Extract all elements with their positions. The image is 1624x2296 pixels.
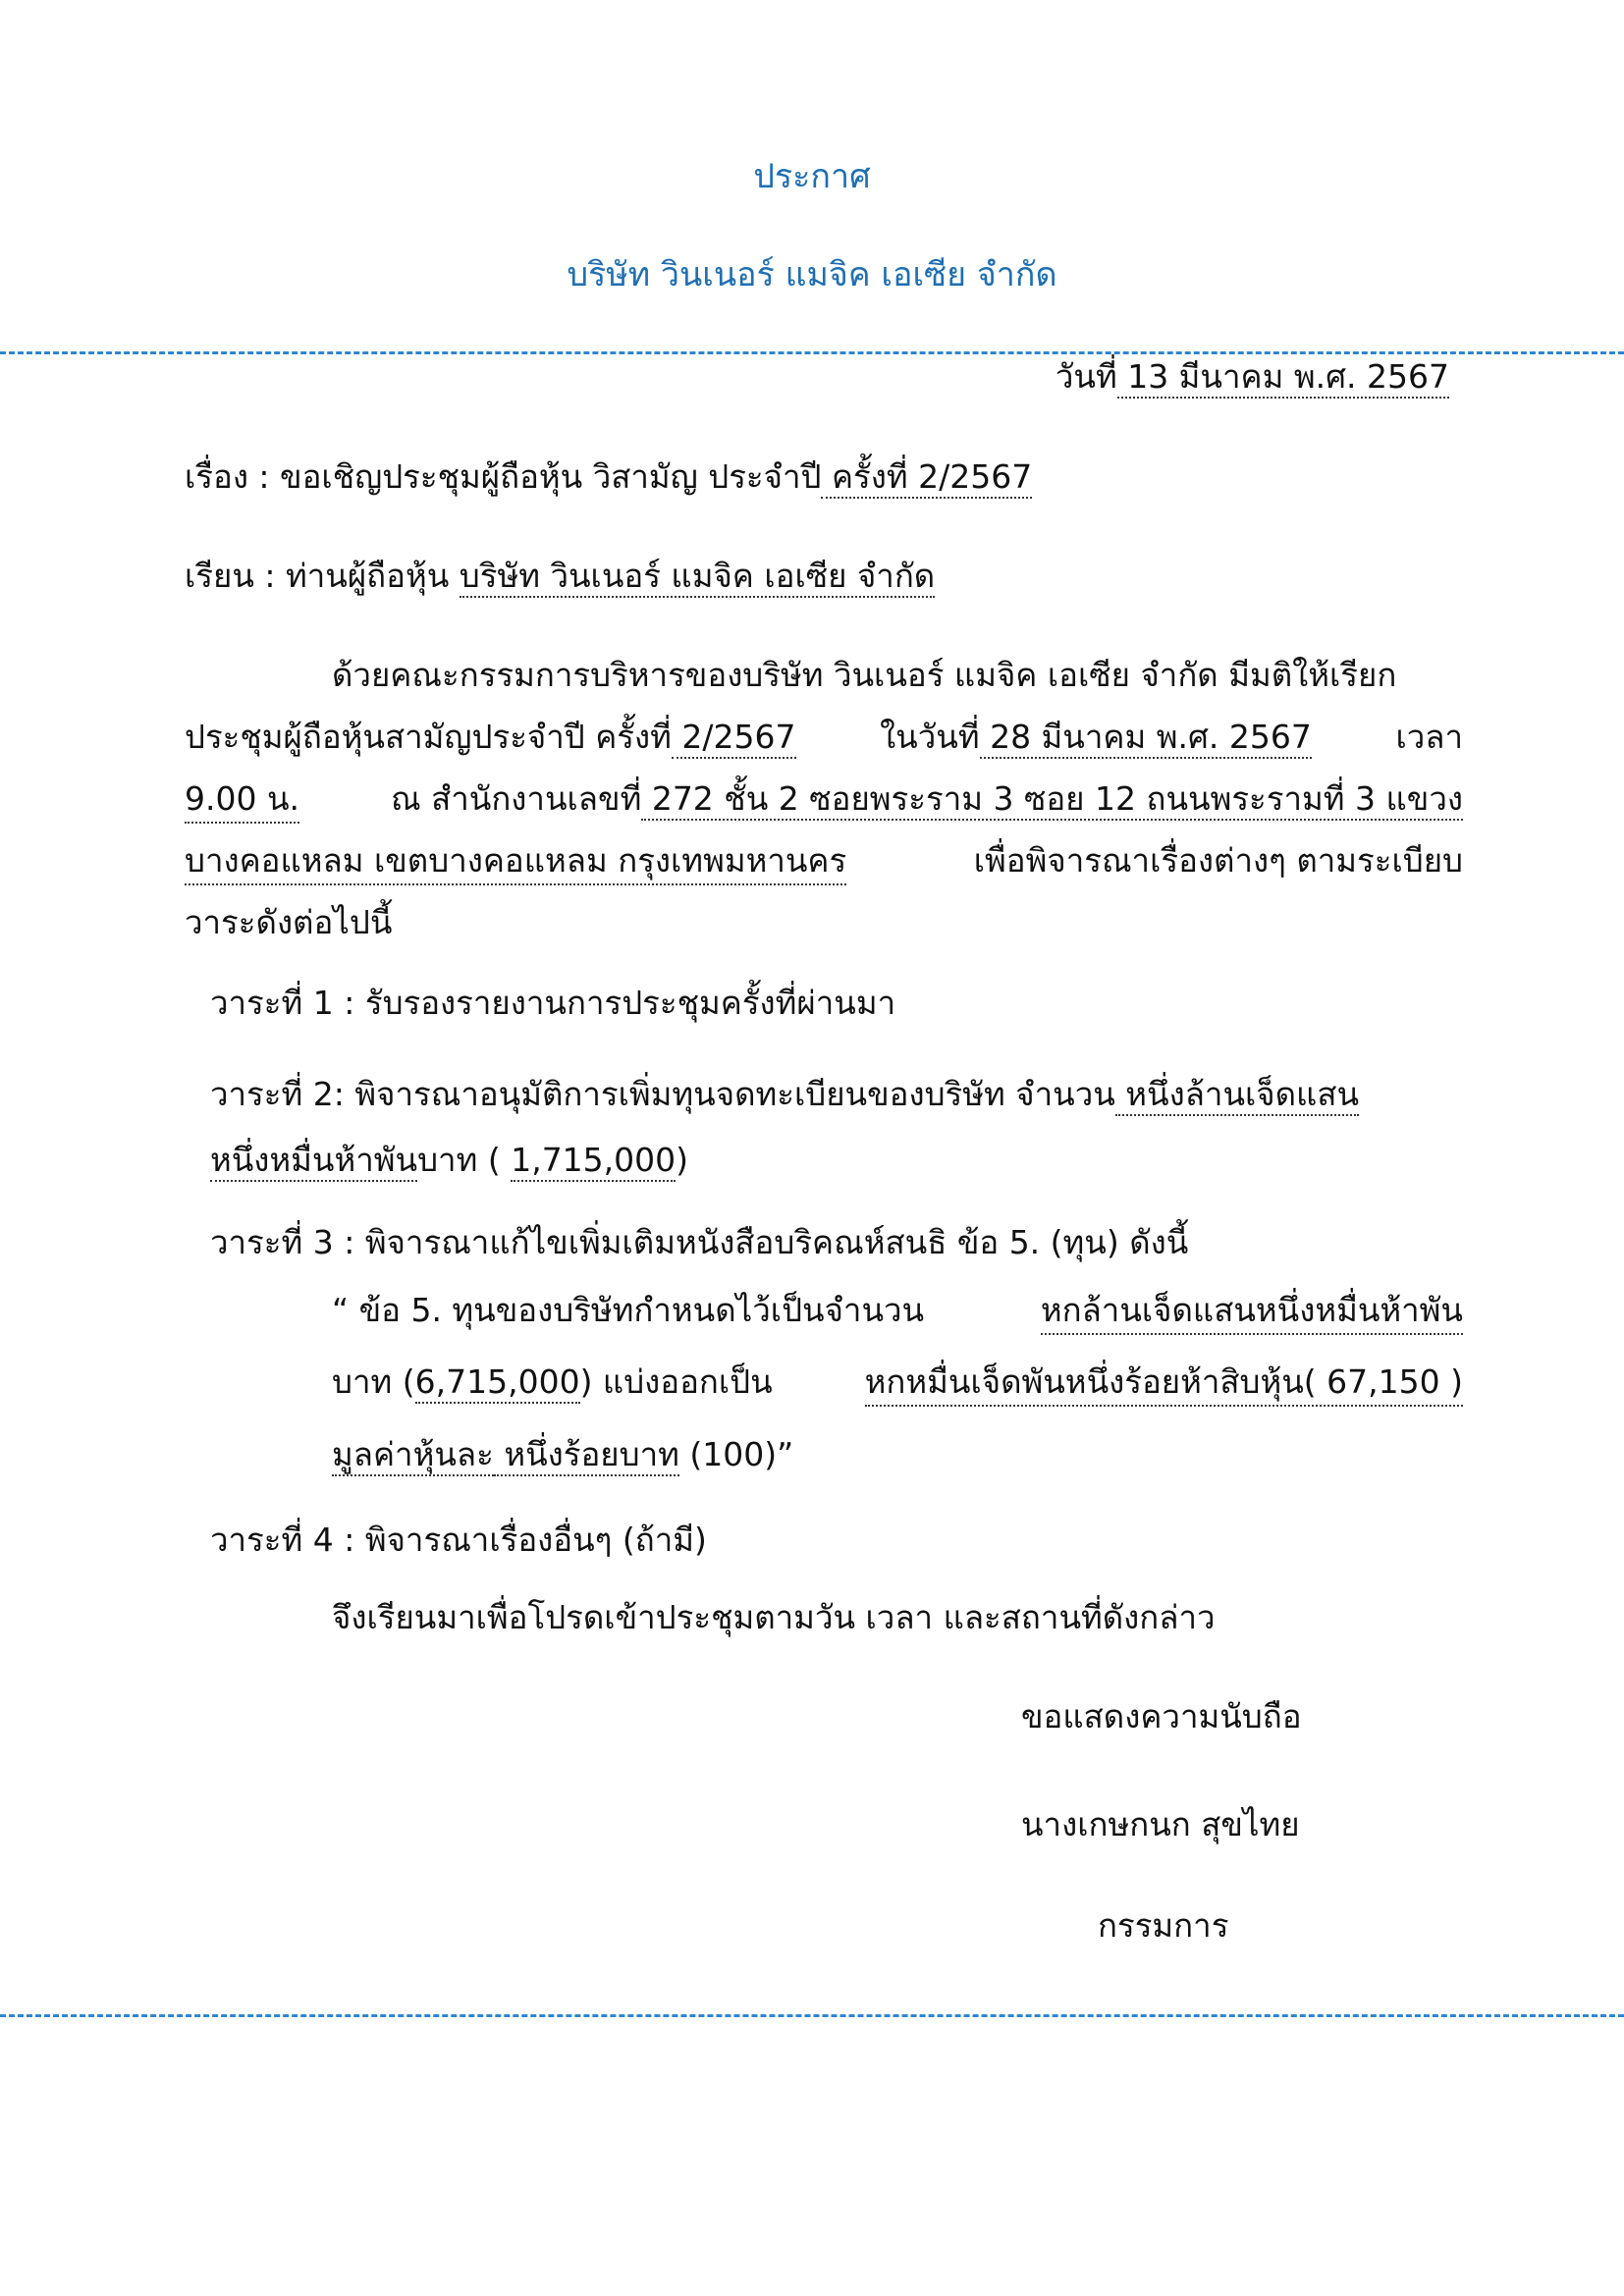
addressee-line: [185, 555, 935, 598]
meeting-number-value: 2/2567: [672, 718, 796, 759]
par-value-words: หนึ่งร้อยบาท: [494, 1435, 679, 1476]
date-label: วันที่: [1055, 357, 1117, 396]
agenda-item-3: วาระที่ 3 : พิจารณาแก้ไขเพิ่มเติมหนังสือบริคณห์สนธิ ข้อ 5. (ทุน) ดังนี้: [210, 1223, 1189, 1261]
body-text: ในวันที่ 28 มีนาคม พ.ศ. 2567: [880, 716, 1312, 759]
agenda-item-2: วาระที่ 2: พิจารณาอนุมัติการเพิ่มทุนจดทะเบียนของบริษัท จำนวน หนึ่งล้านเจ็ดแสน: [210, 1073, 1359, 1116]
body-line-3: [185, 777, 1463, 824]
share-count-value: หกหมื่นเจ็ดพันหนึ่งร้อยห้าสิบหุ้น( 67,150 ): [865, 1361, 1463, 1407]
date-value: 13 มีนาคม พ.ศ. 2567: [1117, 357, 1449, 399]
memorandum-clause-line-2: บาท (6,715,000) แบ่งออกเป็น หกหมื่นเจ็ดพันหนึ่งร้อยห้าสิบหุ้น( 67,150 ): [332, 1361, 1463, 1407]
agenda-item-2-continued: หนึ่งหมื่นห้าพันบาท ( 1,715,000): [210, 1139, 688, 1182]
agenda-item-1: วาระที่ 1 : รับรองรายงานการประชุมครั้งที่ผ่านมา: [210, 984, 896, 1022]
body-text: ณ สำนักงานเลขที่ 272 ชั้น 2 ซอยพระราม 3 ซอย 12 ถนนพระรามที่ 3 แขวง: [391, 777, 1463, 824]
body-text: ด้วยคณะกรรมการบริหารของบริษัท วินเนอร์ แมจิค เอเซีย จำกัด มีมติให้เรียก: [332, 656, 1397, 694]
body-text: ประชุมผู้ถือหุ้นสามัญประจำปี ครั้งที่ 2/2567: [185, 716, 796, 759]
signer-position: กรรมการ: [1098, 1906, 1229, 1945]
meeting-number: ครั้งที่ 2/2567: [821, 457, 1032, 499]
agenda-item-4: วาระที่ 4 : พิจารณาเรื่องอื่นๆ (ถ้ามี): [210, 1521, 707, 1559]
subject-label: เรื่อง : ขอเชิญประชุมผู้ถือหุ้น วิสามัญ ประจำปี: [185, 457, 822, 496]
announcement-title: ประกาศ: [753, 157, 871, 196]
registered-capital-words: หกล้านเจ็ดแสนหนึ่งหมื่นห้าพัน: [1041, 1289, 1463, 1335]
par-value-label: มูลค่าหุ้นละ: [332, 1435, 494, 1476]
body-text: เวลา: [1395, 718, 1463, 756]
body-text: วาระดังต่อไปนี้: [185, 903, 393, 941]
registered-capital-amount: 6,715,000: [415, 1362, 580, 1404]
regards-line: ขอแสดงความนับถือ: [1021, 1697, 1302, 1735]
body-line-1: [332, 654, 1463, 697]
body-line-5: [185, 901, 1463, 944]
addressee-company: บริษัท วินเนอร์ แมจิค เอเซีย จำกัด: [460, 557, 935, 598]
top-dashed-divider: [0, 351, 1624, 354]
memorandum-clause-line-1: “ ข้อ 5. ทุนของบริษัทกำหนดไว้เป็นจำนวน หกล้านเจ็ดแสนหนึ่งหมื่นห้าพัน: [332, 1289, 1463, 1335]
body-text: เพื่อพิจารณาเรื่องต่างๆ ตามระเบียบ: [973, 841, 1463, 880]
meeting-time-value: 9.00 น.: [185, 777, 299, 824]
subject-line: [185, 455, 1032, 499]
capital-increase-amount: 1,715,000: [511, 1141, 676, 1182]
meeting-district-value: บางคอแหลม เขตบางคอแหลม กรุงเทพมหานคร: [185, 839, 846, 885]
capital-increase-words: หนึ่งล้านเจ็ดแสน: [1115, 1075, 1359, 1116]
signer-name: นางเกษกนก สุขไทย: [1021, 1805, 1300, 1843]
meeting-date-value: 28 มีนาคม พ.ศ. 2567: [980, 718, 1312, 759]
body-line-4: [185, 839, 1463, 885]
addressee-label: เรียน : ท่านผู้ถือหุ้น: [185, 557, 450, 595]
document-date: [1056, 355, 1449, 399]
closing-statement: จึงเรียนมาเพื่อโปรดเข้าประชุมตามวัน เวลา และสถานที่ดังกล่าว: [332, 1598, 1216, 1636]
memorandum-clause-line-3: มูลค่าหุ้นละ หนึ่งร้อยบาท (100)”: [332, 1433, 1463, 1476]
meeting-address-value: 272 ชั้น 2 ซอยพระราม 3 ซอย 12 ถนนพระรามที่ 3 แขวง: [641, 779, 1463, 821]
company-name-heading: บริษัท วินเนอร์ แมจิค เอเซีย จำกัด: [567, 255, 1057, 294]
bottom-dashed-divider: [0, 2014, 1624, 2017]
capital-increase-words: หนึ่งหมื่นห้าพัน: [210, 1141, 417, 1182]
body-line-2: [185, 716, 1463, 759]
